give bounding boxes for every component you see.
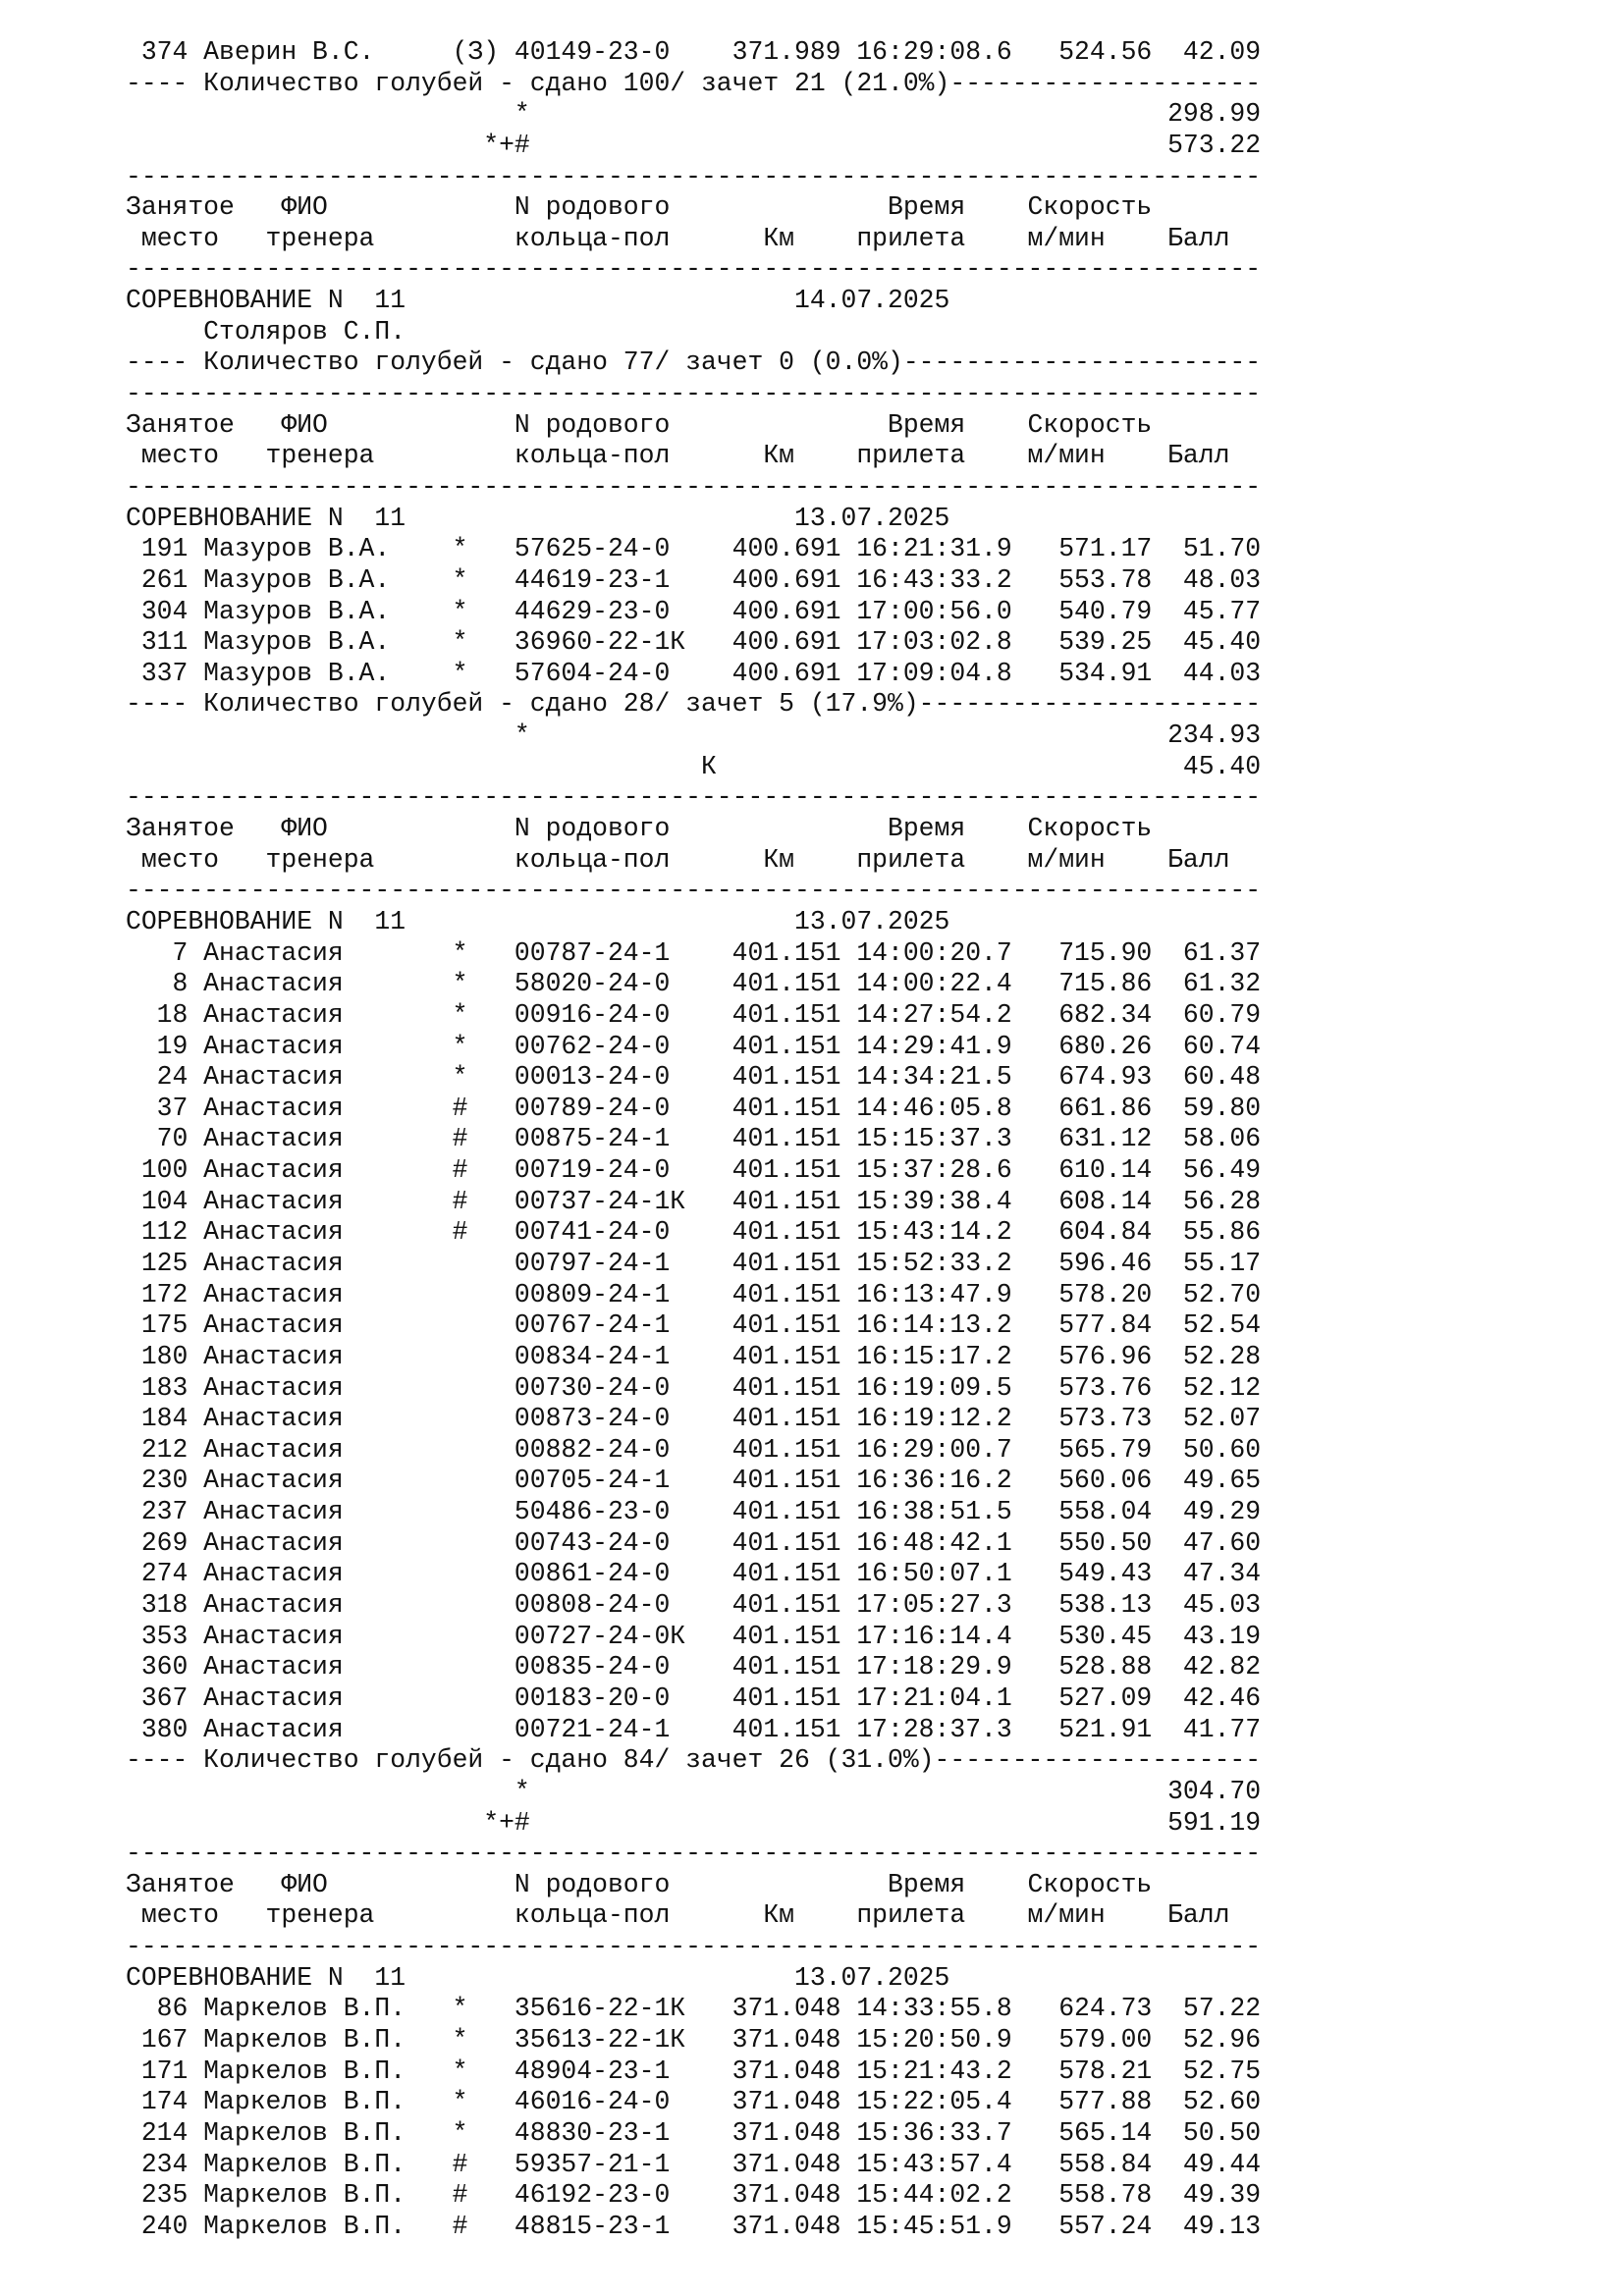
result-row: 380 Анастасия 00721-24-1 401.151 17:28:37.3 521.91 41.77 <box>126 1714 1262 1744</box>
competition-line: СОРЕВНОВАНИЕ N 11 14.07.2025 <box>126 286 950 316</box>
result-row: 274 Анастасия 00861-24-0 401.151 16:50:07.1 549.43 47.34 <box>126 1559 1262 1589</box>
result-row: 269 Анастасия 00743-24-0 401.151 16:48:42.1 550.50 47.60 <box>126 1527 1262 1558</box>
total-line: * 304.70 <box>126 1776 1262 1806</box>
separator-line: ------------------------------------------------------------------------- <box>126 161 1262 191</box>
result-row: 304 Мазуров В.А. * 44629-23-0 400.691 17:00:56.0 540.79 45.77 <box>126 596 1262 626</box>
separator-line: ------------------------------------------------------------------------- <box>126 254 1262 285</box>
separator-line: ------------------------------------------------------------------------- <box>126 1932 1262 1962</box>
table-header-top: Занятое ФИО N родового Время Скорость <box>126 814 1153 844</box>
result-row: 70 Анастасия # 00875-24-1 401.151 15:15:37.3 631.12 58.06 <box>126 1124 1262 1154</box>
result-row: 100 Анастасия # 00719-24-0 401.151 15:37:28.6 610.14 56.49 <box>126 1155 1262 1186</box>
result-row: 353 Анастасия 00727-24-0К 401.151 17:16:14.4 530.45 43.19 <box>126 1621 1262 1651</box>
separator-line: ------------------------------------------------------------------------- <box>126 782 1262 813</box>
table-header-bottom: место тренера кольца-пол Км прилета м/мин Балл <box>126 441 1230 471</box>
separator-line: ------------------------------------------------------------------------- <box>126 1839 1262 1869</box>
result-row: 24 Анастасия * 00013-24-0 401.151 14:34:21.5 674.93 60.48 <box>126 1062 1262 1093</box>
table-header-top: Занятое ФИО N родового Время Скорость <box>126 1869 1153 1899</box>
result-row: 191 Мазуров В.А. * 57625-24-0 400.691 16:21:31.9 571.17 51.70 <box>126 534 1262 564</box>
total-line: *+# 573.22 <box>126 130 1262 160</box>
result-row: 174 Маркелов В.П. * 46016-24-0 371.048 15:22:05.4 577.88 52.60 <box>126 2087 1262 2117</box>
result-row: 230 Анастасия 00705-24-1 401.151 16:36:16.2 560.06 49.65 <box>126 1466 1262 1496</box>
owner-line: Столяров С.П. <box>126 316 406 347</box>
result-row: 172 Анастасия 00809-24-1 401.151 16:13:47.9 578.20 52.70 <box>126 1279 1262 1309</box>
total-line: *+# 591.19 <box>126 1807 1262 1838</box>
competition-line: СОРЕВНОВАНИЕ N 11 13.07.2025 <box>126 906 950 936</box>
results-document <box>126 37 1261 2242</box>
result-row: 184 Анастасия 00873-24-0 401.151 16:19:12.2 573.73 52.07 <box>126 1404 1262 1434</box>
result-row: 112 Анастасия # 00741-24-0 401.151 15:43:14.2 604.84 55.86 <box>126 1217 1262 1248</box>
summary-line: ---- Количество голубей - сдано 100/ зачет 21 (21.0%)-------------------- <box>126 68 1262 98</box>
result-row: 125 Анастасия 00797-24-1 401.151 15:52:33.2 596.46 55.17 <box>126 1248 1262 1278</box>
result-row: 104 Анастасия # 00737-24-1К 401.151 15:39:38.4 608.14 56.28 <box>126 1186 1262 1216</box>
table-header-bottom: место тренера кольца-пол Км прилета м/мин Балл <box>126 1900 1230 1931</box>
competition-line: СОРЕВНОВАНИЕ N 11 13.07.2025 <box>126 503 950 533</box>
result-row: 19 Анастасия * 00762-24-0 401.151 14:29:41.9 680.26 60.74 <box>126 1031 1262 1061</box>
result-row: 86 Маркелов В.П. * 35616-22-1К 371.048 14:33:55.8 624.73 57.22 <box>126 1994 1262 2024</box>
result-row: 374 Аверин В.С. (З) 40149-23-0 371.989 16:29:08.6 524.56 42.09 <box>126 37 1262 67</box>
result-row: 337 Мазуров В.А. * 57604-24-0 400.691 17:09:04.8 534.91 44.03 <box>126 658 1262 688</box>
result-row: 167 Маркелов В.П. * 35613-22-1К 371.048 15:20:50.9 579.00 52.96 <box>126 2025 1262 2055</box>
result-row: 180 Анастасия 00834-24-1 401.151 16:15:17.2 576.96 52.28 <box>126 1341 1262 1371</box>
result-row: 8 Анастасия * 58020-24-0 401.151 14:00:22.4 715.86 61.32 <box>126 969 1262 999</box>
result-row: 214 Маркелов В.П. * 48830-23-1 371.048 15:36:33.7 565.14 50.50 <box>126 2117 1262 2148</box>
result-row: 183 Анастасия 00730-24-0 401.151 16:19:09.5 573.76 52.12 <box>126 1372 1262 1403</box>
result-row: 367 Анастасия 00183-20-0 401.151 17:21:04.1 527.09 42.46 <box>126 1682 1262 1713</box>
result-row: 237 Анастасия 50486-23-0 401.151 16:38:51.5 558.04 49.29 <box>126 1497 1262 1527</box>
result-row: 212 Анастасия 00882-24-0 401.151 16:29:00.7 565.79 50.60 <box>126 1434 1262 1465</box>
total-line: К 45.40 <box>126 751 1262 781</box>
result-row: 234 Маркелов В.П. # 59357-21-1 371.048 15:43:57.4 558.84 49.44 <box>126 2149 1262 2179</box>
result-row: 240 Маркелов В.П. # 48815-23-1 371.048 15:45:51.9 557.24 49.13 <box>126 2211 1262 2241</box>
result-row: 360 Анастасия 00835-24-0 401.151 17:18:29.9 528.88 42.82 <box>126 1652 1262 1682</box>
result-row: 318 Анастасия 00808-24-0 401.151 17:05:27.3 538.13 45.03 <box>126 1590 1262 1621</box>
result-row: 7 Анастасия * 00787-24-1 401.151 14:00:20.7 715.90 61.37 <box>126 937 1262 968</box>
table-header-bottom: место тренера кольца-пол Км прилета м/мин Балл <box>126 223 1230 253</box>
result-row: 175 Анастасия 00767-24-1 401.151 16:14:13.2 577.84 52.54 <box>126 1310 1262 1341</box>
competition-line: СОРЕВНОВАНИЕ N 11 13.07.2025 <box>126 1962 950 1993</box>
result-row: 18 Анастасия * 00916-24-0 401.151 14:27:54.2 682.34 60.79 <box>126 999 1262 1030</box>
table-header-top: Занятое ФИО N родового Время Скорость <box>126 192 1153 223</box>
table-header-top: Занятое ФИО N родового Время Скорость <box>126 409 1153 440</box>
result-row: 171 Маркелов В.П. * 48904-23-1 371.048 15:21:43.2 578.21 52.75 <box>126 2056 1262 2086</box>
total-line: * 298.99 <box>126 99 1262 130</box>
separator-line: ------------------------------------------------------------------------- <box>126 876 1262 906</box>
result-row: 235 Маркелов В.П. # 46192-23-0 371.048 15:44:02.2 558.78 49.39 <box>126 2180 1262 2211</box>
separator-line: ------------------------------------------------------------------------- <box>126 379 1262 409</box>
result-row: 261 Мазуров В.А. * 44619-23-1 400.691 16:43:33.2 553.78 48.03 <box>126 564 1262 595</box>
summary-line: ---- Количество голубей - сдано 77/ зачет 0 (0.0%)----------------------- <box>126 347 1262 378</box>
result-row: 311 Мазуров В.А. * 36960-22-1К 400.691 17:03:02.8 539.25 45.40 <box>126 627 1262 658</box>
result-row: 37 Анастасия # 00789-24-0 401.151 14:46:05.8 661.86 59.80 <box>126 1093 1262 1123</box>
table-header-bottom: место тренера кольца-пол Км прилета м/мин Балл <box>126 844 1230 875</box>
summary-line: ---- Количество голубей - сдано 84/ зачет 26 (31.0%)--------------------- <box>126 1745 1262 1776</box>
separator-line: ------------------------------------------------------------------------- <box>126 471 1262 502</box>
summary-line: ---- Количество голубей - сдано 28/ зачет 5 (17.9%)---------------------- <box>126 689 1262 720</box>
total-line: * 234.93 <box>126 721 1262 751</box>
